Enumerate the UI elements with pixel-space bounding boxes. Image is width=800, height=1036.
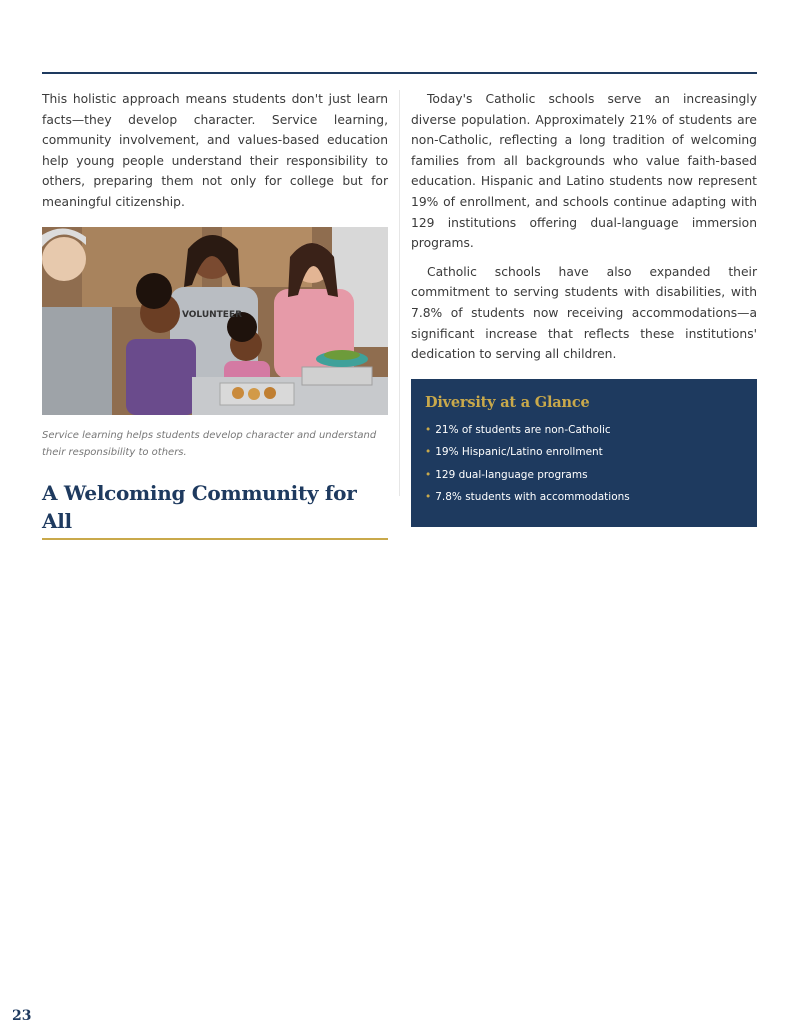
bullet-icon: • bbox=[425, 423, 432, 436]
column-divider bbox=[399, 90, 400, 496]
callout-item: • 129 dual-language programs bbox=[425, 468, 588, 481]
page-number: 23 bbox=[12, 1008, 32, 1024]
right-column bbox=[411, 89, 757, 527]
callout-list bbox=[425, 419, 743, 509]
left-column bbox=[42, 89, 388, 540]
shirt-text: VOLUNTEER bbox=[181, 309, 243, 320]
volunteer-photo-illustration bbox=[42, 227, 388, 415]
bullet-icon: • bbox=[425, 446, 432, 459]
callout-title: Diversity at a Glance bbox=[425, 393, 590, 411]
callout-item: • 19% Hispanic/Latino enrollment bbox=[425, 446, 603, 459]
photo-caption: Service learning helps students develop character and understand their responsibility to others. bbox=[42, 429, 377, 458]
callout-item: • 7.8% students with accommodations bbox=[425, 491, 630, 504]
bullet-icon: • bbox=[425, 468, 432, 481]
intro-paragraph: This holistic approach means students don't just learn facts—they develop character. Service learning, community involvement, and values-based education help young people understand their responsibility to others, preparing them not only for college but for meaningful citizenship. bbox=[42, 92, 388, 209]
diversity-callout-box bbox=[411, 379, 757, 527]
section-heading: A Welcoming Community for All bbox=[42, 479, 388, 540]
paragraph-diverse-population: Today's Catholic schools serve an increasingly diverse population. Approximately 21% of students are non-Catholic, reflecting a long tradition of welcoming families from all backgrounds who value faith-based education. Hispanic and Latino students now represent 19% of enrollment, and schools continue adapting with 129 institutions offering dual-language immersion programs. bbox=[411, 92, 757, 251]
top-rule bbox=[42, 72, 757, 74]
callout-item: • 21% of students are non-Catholic bbox=[425, 423, 611, 436]
volunteer-photo bbox=[42, 227, 388, 415]
paragraph-disabilities: Catholic schools have also expanded their commitment to serving students with disabilities, with 7.8% of students now receiving accommodations—a significant increase that reflects these institutions' dedication to serving all children. bbox=[411, 264, 757, 362]
bullet-icon: • bbox=[425, 491, 432, 504]
